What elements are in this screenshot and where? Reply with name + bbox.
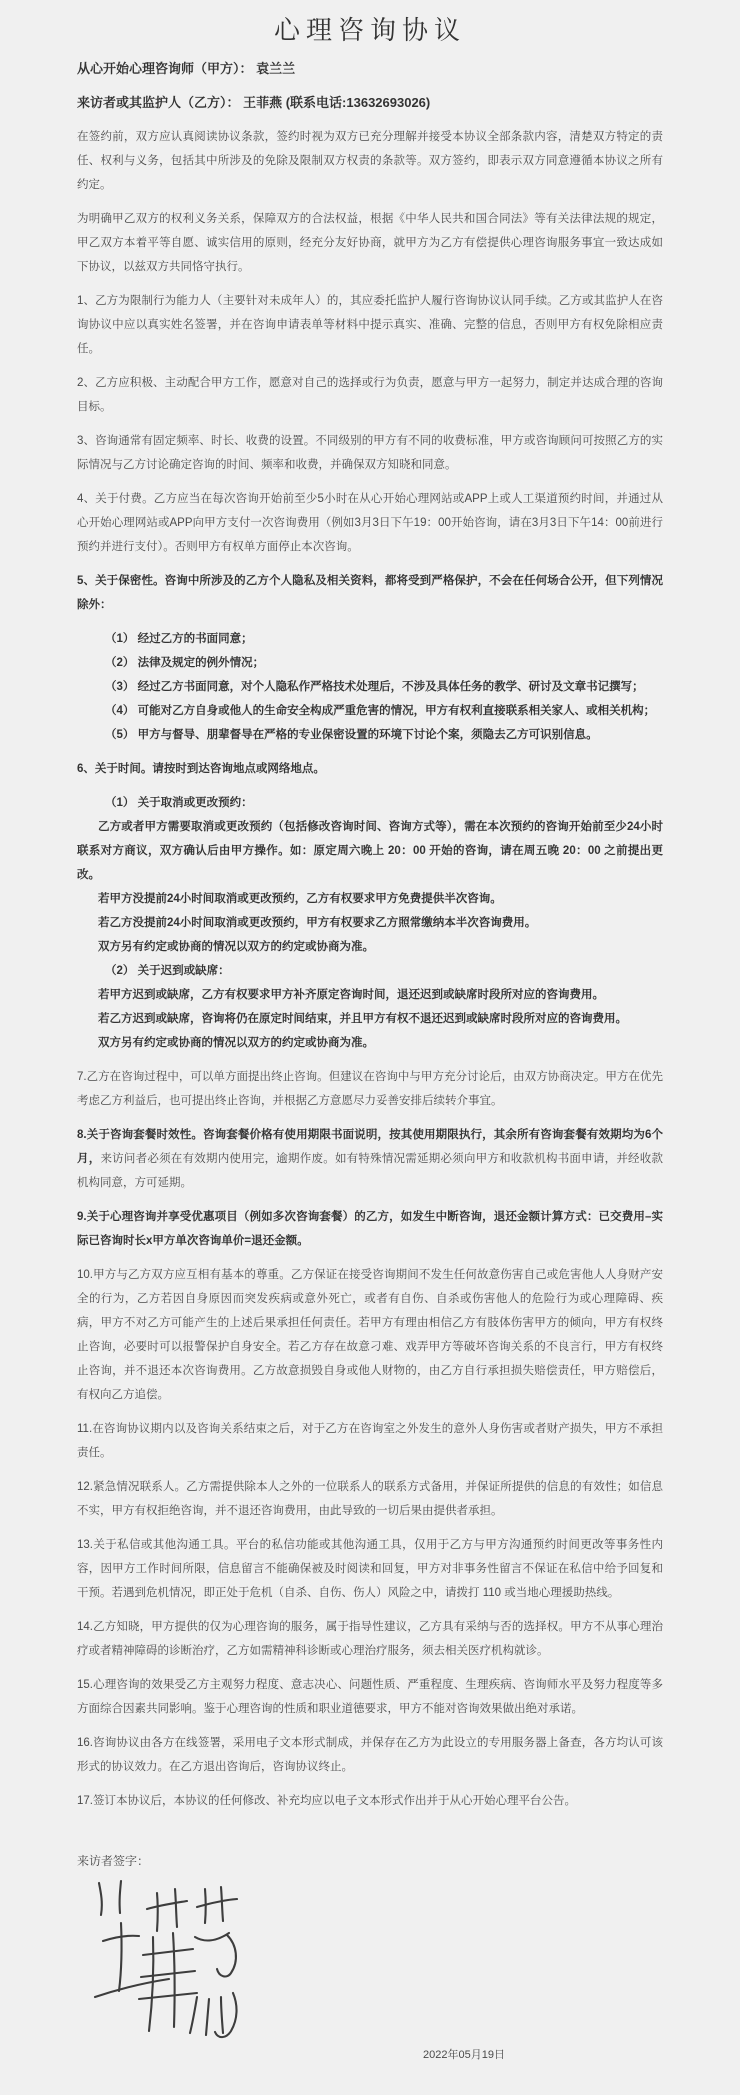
clause-6-cancel-head: （1） 关于取消或更改预约： <box>105 797 253 809</box>
party-b-line: 来访者或其监护人（乙方）： 王菲燕 (联系电话:13632693026) <box>77 95 431 110</box>
text-span: 来访问者必须在有效期内使用完，逾期作废。如有特殊情况需延期必须向甲方和收款机构书面申请，并经收款机构同意，方可延期。 <box>77 1153 663 1189</box>
clause-11: 11.在咨询协议期内以及咨询关系结束之后，对于乙方在咨询室之外发生的意外人身伤害或者财产损失，甲方不承担责任。 <box>77 1423 663 1459</box>
clause-6-cancel-rule-a: 若甲方没提前24小时间取消或更改预约，乙方有权要求甲方免费提供半次咨询。 <box>98 893 502 905</box>
clause-14: 14.乙方知晓，甲方提供的仅为心理咨询的服务，属于指导性建议，乙方具有采纳与否的选择权。甲方不从事心理治疗或者精神障碍的诊断治疗，乙方如需精神科诊断或心理治疗服务，须去相关医疗机构就诊。 <box>77 1621 663 1657</box>
clause-9: 9.关于心理咨询并享受优惠项目（例如多次咨询套餐）的乙方，如发生中断咨询，退还金额计算方式：已交费用–实际已咨询时长x甲方单次咨询单价=退还金额。 <box>77 1211 663 1247</box>
clause-6-late-rule-a: 若甲方迟到或缺席，乙方有权要求甲方补齐原定咨询时间，退还迟到或缺席时段所对应的咨询费用。 <box>98 989 604 1001</box>
clause-1: 1、乙方为限制行为能力人（主要针对未成年人）的，其应委托监护人履行咨询协议认同手续。乙方或其监护人在咨询协议中应以真实姓名签署，并在咨询申请表单等材料中提示真实、准确、完整的信息，否则甲方有权免除相应责任。 <box>77 295 663 355</box>
clause-8 <box>77 1123 663 1195</box>
document-title: 心理咨询协议 <box>273 15 466 45</box>
clause-6-late-rule-b: 若乙方迟到或缺席，咨询将仍在原定时间结束，并且甲方有权不退还迟到或缺席时段所对应的咨询费用。 <box>98 1013 627 1025</box>
clause-7: 7.乙方在咨询过程中，可以单方面提出终止咨询。但建议在咨询中与甲方充分讨论后，由双方协商决定。甲方在优先考虑乙方利益后，也可提出终止咨询，并根据乙方意愿尽力妥善安排后续转介事宜。 <box>77 1071 663 1107</box>
clause-5-exception-4: （4） 可能对乙方自身或他人的生命安全构成严重危害的情况，甲方有权利直接联系相关家人、或相关机构； <box>105 705 656 717</box>
clause-5: 5、关于保密性。咨询中所涉及的乙方个人隐私及相关资料，都将受到严格保护，不会在任何场合公开，但下列情况除外： <box>77 575 663 611</box>
clause-6-cancel-body: 乙方或者甲方需要取消或更改预约（包括修改咨询时间、咨询方式等），需在本次预约的咨询开始前至少24小时联系对方商议，双方确认后由甲方操作。如：原定周六晚上 20：00 开始的咨询，请在周五晚 20：00 之前提出更改。 <box>77 821 663 881</box>
clause-17: 17.签订本协议后，本协议的任何修改、补充均应以电子文本形式作出并于从心开始心理平台公告。 <box>77 1795 576 1807</box>
clause-6-late-rule-c: 双方另有约定或协商的情况以双方的约定或协商为准。 <box>98 1037 374 1049</box>
clause-10: 10.甲方与乙方双方应互相有基本的尊重。乙方保证在接受咨询期间不发生任何故意伤害自己或危害他人人身财产安全的行为，乙方若因自身原因而突发疾病或意外死亡，或者有自伤、自杀或伤害他人的危险行为或心理障碍、疾病，甲方不对乙方可能产生的上述后果承担任何责任。若甲方有理由相信乙方有肢体伤害甲方的倾向，甲方有权终止咨询，必要时可以报警保护自身安全。若乙方存在故意刁难、戏弄甲方等破坏咨询关系的不良言行，甲方有权终止咨询，并不退还本次咨询费用。乙方故意损毁自身或他人财物的，由乙方自行承担损失赔偿责任，甲方赔偿后，有权向乙方追偿。 <box>77 1269 663 1401</box>
clause-6-cancel-rule-c: 双方另有约定或协商的情况以双方的约定或协商为准。 <box>98 941 374 953</box>
visitor-signature-handwriting <box>91 1879 241 2044</box>
clause-3: 3、咨询通常有固定频率、时长、收费的设置。不同级别的甲方有不同的收费标准，甲方或咨询顾问可按照乙方的实际情况与乙方讨论确定咨询的时间、频率和收费，并确保双方知晓和同意。 <box>77 435 663 471</box>
clause-5-exception-3: （3） 经过乙方书面同意，对个人隐私作严格技术处理后，不涉及具体任务的教学、研讨及文章书记撰写； <box>105 681 644 693</box>
clause-2: 2、乙方应积极、主动配合甲方工作，愿意对自己的选择或行为负责，愿意与甲方一起努力，制定并达成合理的咨询目标。 <box>77 377 663 413</box>
preamble-1: 在签约前，双方应认真阅读协议条款，签约时视为双方已充分理解并接受本协议全部条款内容，清楚双方特定的责任、权利与义务，包括其中所涉及的免除及限制双方权责的条款等。双方签约，即表示双方同意遵循本协议之所有约定。 <box>77 131 663 191</box>
signature-date: 2022年05月19日 <box>423 2049 505 2061</box>
visitor-signature-label: 来访者签字： <box>77 1854 150 1868</box>
clause-6-late-head: （2） 关于迟到或缺席： <box>105 965 230 977</box>
clause-16: 16.咨询协议由各方在线签署，采用电子文本形式制成，并保存在乙方为此设立的专用服务器上备查，各方均认可该形式的协议效力。在乙方退出咨询后，咨询协议终止。 <box>77 1737 663 1773</box>
clause-5-exception-2: （2） 法律及规定的例外情况； <box>105 657 265 669</box>
clause-12: 12.紧急情况联系人。乙方需提供除本人之外的一位联系人的联系方式备用，并保证所提供的信息的有效性；如信息不实，甲方有权拒绝咨询，并不退还咨询费用，由此导致的一切后果由提供者承担。 <box>77 1481 663 1517</box>
clause-13: 13.关于私信或其他沟通工具。平台的私信功能或其他沟通工具，仅用于乙方与甲方沟通预约时间更改等事务性内容，因甲方工作时间所限，信息留言不能确保被及时阅读和回复，甲方对非事务性留言不保证在私信中给予回复和干预。若遇到危机情况，即正处于危机（自杀、自伤、伤人）风险之中，请拨打 110 或当地心理援助热线。 <box>77 1539 663 1599</box>
clause-6-cancel-rule-b: 若乙方没提前24小时间取消或更改预约，甲方有权要求乙方照常缴纳本半次咨询费用。 <box>98 917 537 929</box>
preamble-2: 为明确甲乙双方的权利义务关系，保障双方的合法权益，根据《中华人民共和国合同法》等有关法律法规的规定，甲乙双方本着平等自愿、诚实信用的原则，经充分友好协商，就甲方为乙方有偿提供心理咨询服务事宜一致达成如下协议，以兹双方共同恪守执行。 <box>77 213 663 273</box>
clause-6: 6、关于时间。请按时到达咨询地点或网络地点。 <box>77 763 325 775</box>
text-span: 8.关于咨询套餐时效性。咨询套餐价格有使用期限书面说明，按其使用期限执行，其余所有咨询套餐有效期均为6个月， <box>77 1129 663 1165</box>
party-a-line: 从心开始心理咨询师（甲方）： 袁兰兰 <box>77 61 296 76</box>
signature-section <box>0 1849 740 2044</box>
clause-15: 15.心理咨询的效果受乙方主观努力程度、意志决心、问题性质、严重程度、生理疾病、咨询师水平及努力程度等多方面综合因素共同影响。鉴于心理咨询的性质和职业道德要求，甲方不能对咨询效果做出绝对承诺。 <box>77 1679 663 1715</box>
clause-5-exception-5: （5） 甲方与督导、朋辈督导在严格的专业保密设置的环境下讨论个案，须隐去乙方可识别信息。 <box>105 729 598 741</box>
signature-ink-icon <box>91 1879 241 2044</box>
agreement-body <box>0 57 740 1813</box>
clause-4: 4、关于付费。乙方应当在每次咨询开始前至少5小时在从心开始心理网站或APP上或人工渠道预约时间，并通过从心开始心理网站或APP向甲方支付一次咨询费用（例如3月3日下午19：00开始咨询，请在3月3日下午14：00前进行预约并进行支付）。否则甲方有权单方面停止本次咨询。 <box>77 493 663 553</box>
clause-5-exception-1: （1） 经过乙方的书面同意； <box>105 633 253 645</box>
